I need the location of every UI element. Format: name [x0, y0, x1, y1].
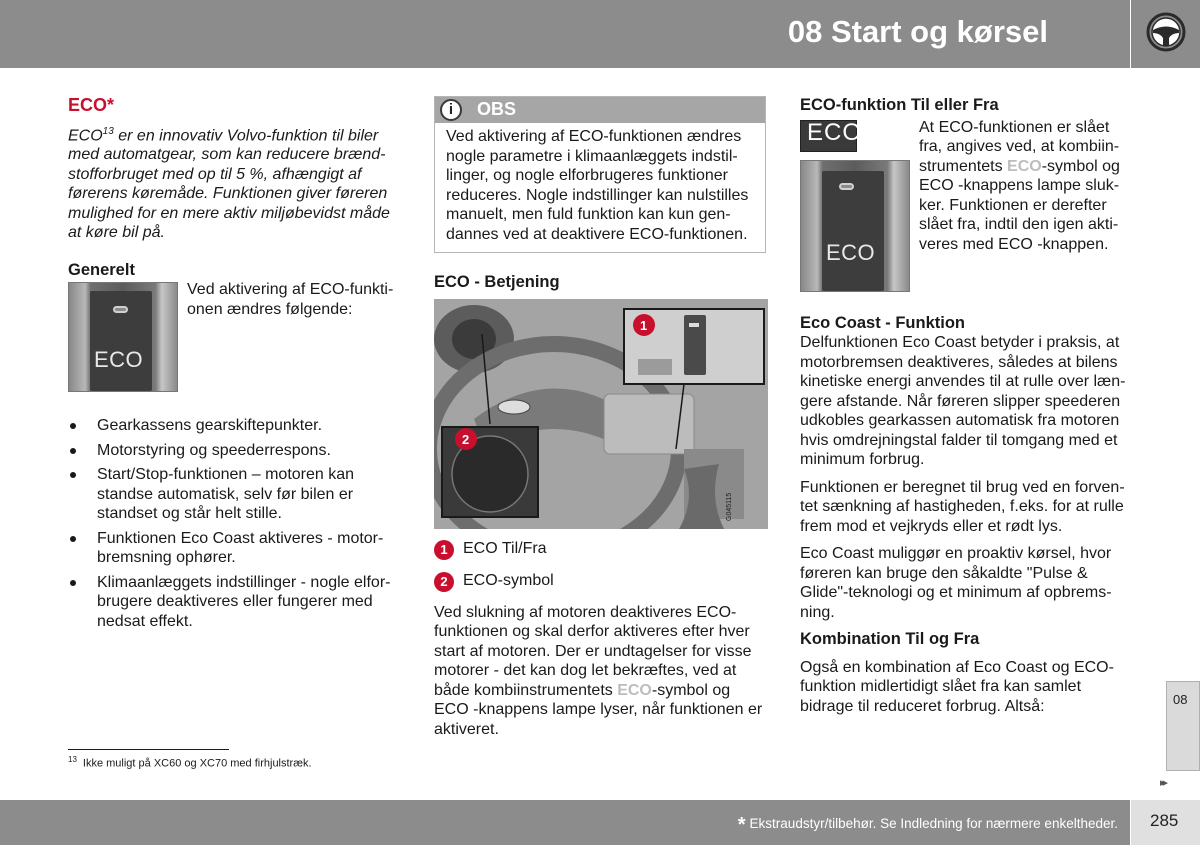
chapter-icon-box	[1131, 0, 1200, 68]
page-footer	[0, 800, 1130, 845]
para-text: At ECO-funktionen er slået fra, angives ved, at kombiin-strumentets	[919, 118, 1120, 175]
page-number-box	[1131, 800, 1200, 845]
eco-button-label: ECO	[94, 347, 144, 373]
legend-label: ECO Til/Fra	[463, 539, 547, 557]
callout-badge-1: 1	[434, 540, 454, 560]
list-item: Motorstyring og speederrespons.	[68, 441, 403, 461]
footnote-text: Ikke muligt på XC60 og XC70 med firhjulstræk.	[82, 757, 312, 770]
eco-coast-paragraph-3: Eco Coast muliggør en proaktiv kørsel, hvor føreren kan bruge den såkaldte "Pulse & Glide"-teknologi og et minimum af opbrems-ning.	[800, 545, 1112, 621]
eco-symbol-text: ECO	[807, 118, 863, 146]
eco-button-label: ECO	[826, 239, 876, 265]
footnote-number: 13	[68, 755, 77, 764]
eco-coast-paragraph-1: Delfunktionen Eco Coast betyder i praksis, at motorbremsen deaktiveres, således at bilens kinetiske energi anvendes til at rulle over læn-gere afstande. Når føreren slipper speederen udkobles gearkassen automatisk fra motoren hvis omdrejningstal falder til tomgang med et minimum forbrug.	[800, 334, 1126, 468]
image-code: G045115	[726, 492, 733, 521]
obs-note	[434, 96, 766, 253]
eco-intro	[68, 122, 403, 243]
legend-item-eco-toggle	[434, 539, 768, 561]
column-left	[68, 96, 403, 636]
eco-coast-heading: Eco Coast - Funktion	[800, 313, 965, 332]
chapter-tab-label: 08	[1173, 692, 1188, 707]
eco-heading: ECO*	[68, 95, 115, 115]
column-right	[800, 96, 1132, 716]
footer-text: Ekstraudstyr/tilbehør. Se Indledning for nærmere enkeltheder.	[749, 816, 1118, 831]
list-item: Klimaanlæggets indstillinger - nogle elfor-brugere deaktiveres eller fungerer med nedsat effekt.	[68, 573, 403, 632]
eco-off-text	[919, 118, 1134, 255]
betjening-heading: ECO - Betjening	[434, 273, 560, 291]
asterisk: *	[737, 814, 746, 836]
eco-button-photo	[68, 282, 178, 392]
footnote	[68, 755, 312, 770]
obs-text: Ved aktivering af ECO-funktionen ændres nogle parametre i klimaanlæggets indstil-linger, og nogle elforbrugeres funktioner reduceres. Nogle indstillinger kan nulstilles manuelt, men fuld funktion kan kun gen-dannes ved at deaktivere ECO-funktionen.	[446, 128, 749, 243]
footnote-ref: 13	[102, 125, 114, 137]
svg-text:1: 1	[640, 317, 648, 333]
kombination-text: Også en kombination af Eco Coast og ECO-funktion midlertidigt slået fra kan samlet bidrage til reduceret forbrug. Altså:	[800, 658, 1114, 715]
eco-toggle-heading: ECO-funktion Til eller Fra	[800, 96, 999, 114]
para-text: -symbol og ECO -knappens lampe sluk-ker. Funktionen er derefter slået fra, indtil den igen akti-veres med ECO -knappen.	[919, 157, 1120, 253]
intro-lead: ECO	[68, 126, 103, 144]
generelt-heading: Generelt	[68, 260, 135, 279]
dashboard-illustration	[434, 299, 768, 529]
svg-text:2: 2	[462, 431, 470, 447]
footnote-divider	[68, 749, 229, 750]
footer-note	[738, 814, 1118, 837]
eco-symbol-badge	[800, 118, 863, 152]
info-icon: i	[440, 99, 462, 121]
legend-label: ECO-symbol	[463, 571, 554, 589]
eco-button-photo	[800, 160, 910, 292]
generelt-text: Ved aktivering af ECO-funkti-onen ændres følgende:	[187, 281, 394, 318]
legend-item-eco-symbol	[434, 571, 768, 593]
button-lamp	[839, 183, 854, 190]
deactivation-paragraph	[434, 603, 768, 740]
kombination-heading: Kombination Til og Fra	[800, 630, 980, 648]
eco-symbol-inline: ECO	[1007, 157, 1042, 175]
eco-coast-paragraph-2: Funktionen er beregnet til brug ved en forven-tet sænkning af hastigheden, f.eks. for at rulle frem mod et vejkryds eller et rødt lys.	[800, 478, 1125, 535]
list-item: Funktionen Eco Coast aktiveres - motor-bremsning ophører.	[68, 529, 403, 568]
page-number: 285	[1150, 811, 1179, 830]
dashboard-photo	[434, 299, 768, 529]
list-item: Gearkassens gearskiftepunkter.	[68, 416, 403, 436]
list-item: Start/Stop-funktionen – motoren kan standse automatisk, selv før bilen er standset og står helt stille.	[68, 465, 403, 524]
eco-changes-list	[68, 416, 403, 631]
callout-badge-2: 2	[434, 572, 454, 592]
obs-label: OBS	[477, 99, 517, 119]
next-page-arrow-icon[interactable]: ▸▸	[1160, 777, 1166, 789]
column-middle	[434, 96, 768, 739]
chapter-title: 08 Start og kørsel	[787, 14, 1048, 49]
chapter-header	[0, 0, 1130, 68]
button-lamp	[113, 306, 128, 313]
steering-wheel-icon	[1145, 11, 1187, 53]
obs-header	[435, 97, 765, 123]
chapter-tab[interactable]	[1166, 681, 1200, 771]
para-text: Ved slukning af motoren deaktiveres ECO-funktionen og skal derfor aktiveres efter hver start af motoren. Der er undtagelser for visse motorer - det kan dog let bekræftes, ved at både kombiinstrumentets	[434, 603, 752, 699]
para-text: -symbol og ECO -knappens lampe lyser, når funktionen er aktiveret.	[434, 681, 763, 738]
eco-symbol-inline: ECO	[617, 681, 652, 699]
intro-text: er en innovativ Volvo-funktion til biler med automatgear, som kan reducere brænd-stofforbruget med op til 5 %, afhængigt af førerens køremåde. Funktionen giver føreren mulighed for en mere aktiv miljøbevidst måde at køre bil på.	[68, 126, 390, 242]
